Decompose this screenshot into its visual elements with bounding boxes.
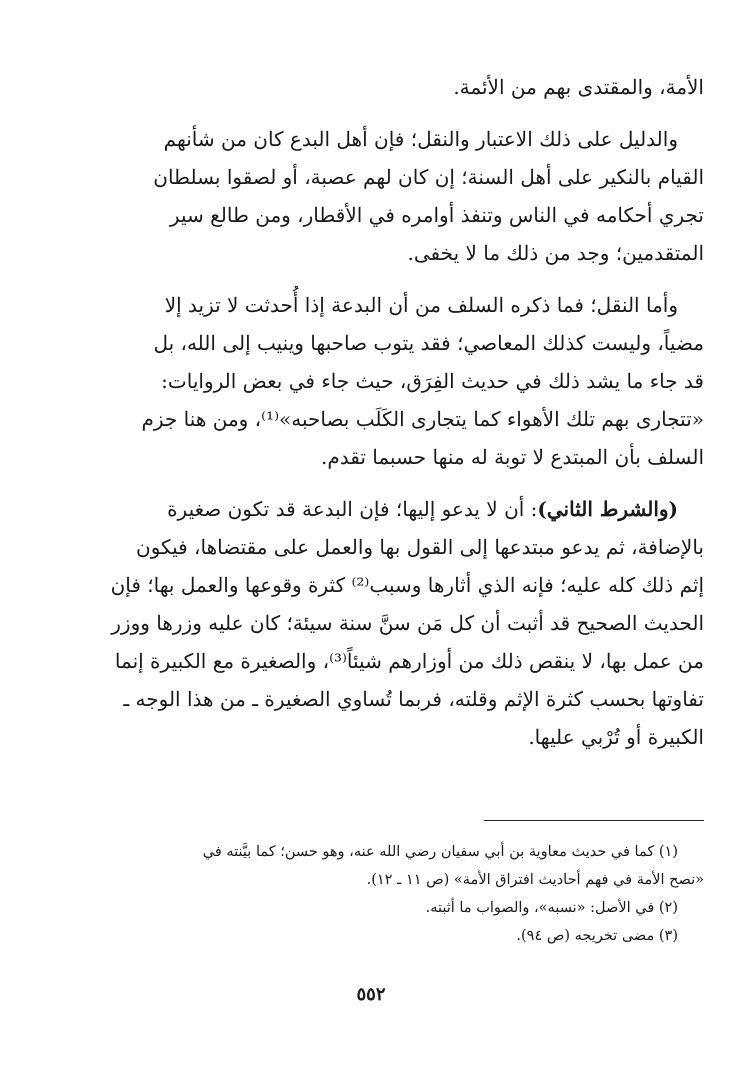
text-line: تفاوتها بحسب كثرة الإثم وقلته، فربما تُساوي الصغيرة ـ من هذا الوجه ـ bbox=[123, 687, 704, 711]
text-line: إثم ذلك كله عليه؛ فإنه الذي أثارها وسبب⁽²⁾ كثرة وقوعها والعمل بها؛ فإن bbox=[110, 573, 704, 597]
second-condition-heading: (والشرط الثاني) bbox=[537, 497, 678, 521]
text-line: القيام بالنكير على أهل السنة؛ إن كان لهم عصبة، أو لصقوا بسلطان bbox=[153, 165, 704, 189]
text-line: مضياً، وليست كذلك المعاصي؛ فقد يتوب صاحبها وينيب إلى الله، بل bbox=[153, 331, 704, 355]
footnote-1: (١) كما في حديث معاوية بن أبي سفيان رضي الله عنه، وهو حسن؛ كما بيَّنته في bbox=[202, 844, 678, 860]
text-line bbox=[64, 490, 704, 528]
text-line: السلف بأن المبتدع لا توبة له منها حسبما تقدم. bbox=[320, 445, 704, 469]
footnote-3: (٣) مضى تخريجه (ص ٩٤). bbox=[516, 928, 678, 944]
text-fragment: : أن لا يدعو إليها؛ فإن البدعة قد تكون صغيرة bbox=[167, 497, 538, 521]
text-line: والدليل على ذلك الاعتبار والنقل؛ فإن أهل البدع كان من شأنهم bbox=[163, 127, 678, 151]
text-line: بالإضافة، ثم يدعو مبتدعها إلى القول بها والعمل على مقتضاها، فيكون bbox=[136, 535, 704, 559]
text-line: من عمل بها، لا ينقص ذلك من أوزارهم شيئاً⁽³⁾، والصغيرة مع الكبيرة إنما bbox=[114, 649, 704, 673]
text-line: الحديث الصحيح قد أثبت أن كل مَن سنَّ سنة سيئة؛ كان عليه وزرها ووزر bbox=[111, 611, 704, 635]
footnote-divider bbox=[484, 820, 704, 821]
text-line: وأما النقل؛ فما ذكره السلف من أن البدعة إذا أُحدثت لا تزيد إلا bbox=[164, 293, 678, 317]
text-line: تجري أحكامه في الناس وتنفذ أوامره في الأقطار، ومن طالع سير bbox=[169, 203, 704, 227]
text-line: الأمة، والمقتدى بهم من الأئمة. bbox=[453, 75, 704, 99]
footnotes bbox=[64, 838, 704, 950]
text-line: الكبيرة أو تُرْبي عليها. bbox=[528, 725, 704, 749]
footnote-1-cont: «نصح الأمة في فهم أحاديث افتراق الأمة» (ص ١١ ـ ١٢). bbox=[366, 872, 704, 888]
page-number: ٥٥٢ bbox=[356, 984, 386, 1005]
main-text bbox=[64, 68, 704, 756]
footnote-2: (٢) في الأصل: «نسبه»، والصواب ما أثبته. bbox=[425, 900, 678, 916]
text-line: قد جاء ما يشد ذلك في حديث الفِرَق، حيث جاء في بعض الروايات: bbox=[161, 369, 704, 393]
text-line: المتقدمين؛ وجد من ذلك ما لا يخفى. bbox=[407, 241, 704, 265]
text-line: «تتجارى بهم تلك الأهواء كما يتجارى الكَلَب بصاحبه»⁽¹⁾، ومن هنا جزم bbox=[141, 407, 704, 431]
